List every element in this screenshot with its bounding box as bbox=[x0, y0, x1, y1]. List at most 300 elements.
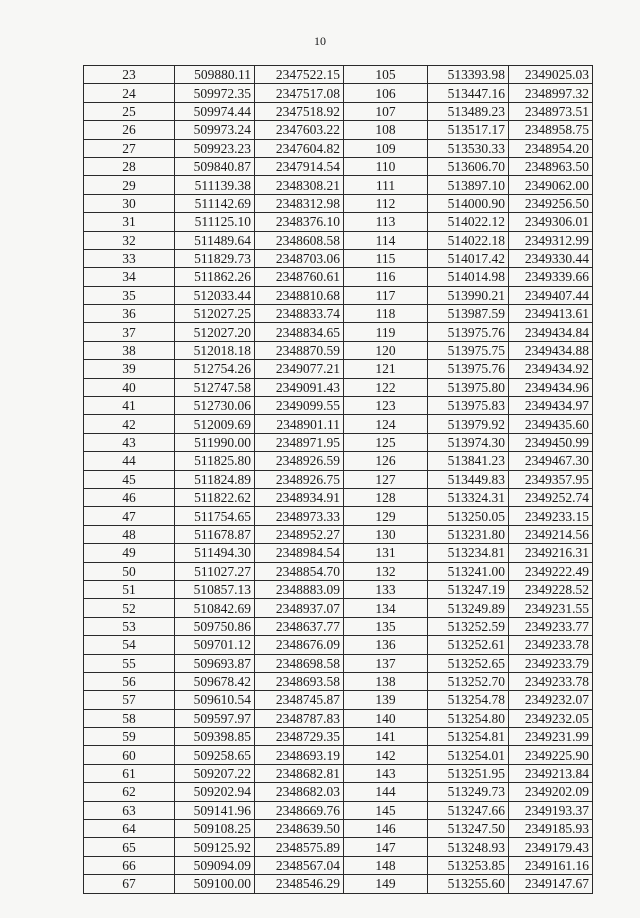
cell-y-coordinate: 2349252.74 bbox=[509, 488, 593, 506]
cell-x-coordinate: 513248.93 bbox=[428, 838, 509, 856]
cell-point-id: 45 bbox=[84, 470, 175, 488]
cell-x-coordinate: 512747.58 bbox=[175, 378, 255, 396]
cell-x-coordinate: 513231.80 bbox=[428, 525, 509, 543]
table-row bbox=[84, 672, 593, 690]
cell-y-coordinate: 2347517.08 bbox=[255, 84, 344, 102]
cell-y-coordinate: 2348703.06 bbox=[255, 249, 344, 267]
cell-point-id: 24 bbox=[84, 84, 175, 102]
cell-x-coordinate: 512033.44 bbox=[175, 286, 255, 304]
table-row bbox=[84, 728, 593, 746]
page-number: 10 bbox=[314, 34, 326, 48]
cell-y-coordinate: 2348669.76 bbox=[255, 801, 344, 819]
cell-point-id: 39 bbox=[84, 360, 175, 378]
cell-y-coordinate: 2348854.70 bbox=[255, 562, 344, 580]
cell-x-coordinate: 511027.27 bbox=[175, 562, 255, 580]
cell-x-coordinate: 512730.06 bbox=[175, 397, 255, 415]
cell-x-coordinate: 513975.75 bbox=[428, 341, 509, 359]
coordinate-table-body bbox=[84, 66, 593, 894]
table-row bbox=[84, 599, 593, 617]
cell-point-id: 29 bbox=[84, 176, 175, 194]
cell-point-id: 34 bbox=[84, 268, 175, 286]
cell-y-coordinate: 2348639.50 bbox=[255, 820, 344, 838]
table-row bbox=[84, 286, 593, 304]
table-row bbox=[84, 856, 593, 874]
cell-x-coordinate: 509701.12 bbox=[175, 636, 255, 654]
cell-y-coordinate: 2349232.07 bbox=[509, 691, 593, 709]
cell-y-coordinate: 2349185.93 bbox=[509, 820, 593, 838]
cell-y-coordinate: 2349256.50 bbox=[509, 194, 593, 212]
cell-y-coordinate: 2349407.44 bbox=[509, 286, 593, 304]
cell-y-coordinate: 2348745.87 bbox=[255, 691, 344, 709]
cell-x-coordinate: 513990.21 bbox=[428, 286, 509, 304]
cell-point-id: 23 bbox=[84, 66, 175, 84]
cell-point-id: 42 bbox=[84, 415, 175, 433]
table-row bbox=[84, 470, 593, 488]
table-row bbox=[84, 617, 593, 635]
cell-y-coordinate: 2348729.35 bbox=[255, 728, 344, 746]
cell-point-id: 121 bbox=[344, 360, 428, 378]
coordinate-table bbox=[83, 65, 593, 894]
cell-point-id: 31 bbox=[84, 213, 175, 231]
cell-point-id: 105 bbox=[344, 66, 428, 84]
table-row bbox=[84, 746, 593, 764]
cell-x-coordinate: 511990.00 bbox=[175, 433, 255, 451]
cell-point-id: 33 bbox=[84, 249, 175, 267]
cell-point-id: 40 bbox=[84, 378, 175, 396]
cell-point-id: 116 bbox=[344, 268, 428, 286]
cell-x-coordinate: 513975.80 bbox=[428, 378, 509, 396]
cell-y-coordinate: 2348973.51 bbox=[509, 102, 593, 120]
table-row bbox=[84, 544, 593, 562]
cell-x-coordinate: 513447.16 bbox=[428, 84, 509, 102]
cell-y-coordinate: 2349434.97 bbox=[509, 397, 593, 415]
cell-x-coordinate: 509207.22 bbox=[175, 764, 255, 782]
cell-point-id: 122 bbox=[344, 378, 428, 396]
cell-y-coordinate: 2348787.83 bbox=[255, 709, 344, 727]
cell-y-coordinate: 2348937.07 bbox=[255, 599, 344, 617]
cell-point-id: 46 bbox=[84, 488, 175, 506]
table-row bbox=[84, 84, 593, 102]
cell-point-id: 141 bbox=[344, 728, 428, 746]
table-row bbox=[84, 433, 593, 451]
cell-y-coordinate: 2348971.95 bbox=[255, 433, 344, 451]
cell-point-id: 52 bbox=[84, 599, 175, 617]
cell-y-coordinate: 2349216.31 bbox=[509, 544, 593, 562]
cell-x-coordinate: 511825.80 bbox=[175, 452, 255, 470]
cell-x-coordinate: 511754.65 bbox=[175, 507, 255, 525]
cell-point-id: 127 bbox=[344, 470, 428, 488]
cell-y-coordinate: 2348312.98 bbox=[255, 194, 344, 212]
cell-point-id: 128 bbox=[344, 488, 428, 506]
table-row bbox=[84, 562, 593, 580]
cell-point-id: 138 bbox=[344, 672, 428, 690]
cell-x-coordinate: 511824.89 bbox=[175, 470, 255, 488]
cell-x-coordinate: 513252.70 bbox=[428, 672, 509, 690]
cell-y-coordinate: 2348934.91 bbox=[255, 488, 344, 506]
table-row bbox=[84, 139, 593, 157]
cell-x-coordinate: 509398.85 bbox=[175, 728, 255, 746]
cell-x-coordinate: 509750.86 bbox=[175, 617, 255, 635]
cell-x-coordinate: 513252.65 bbox=[428, 654, 509, 672]
cell-x-coordinate: 513247.50 bbox=[428, 820, 509, 838]
table-row bbox=[84, 654, 593, 672]
cell-x-coordinate: 509258.65 bbox=[175, 746, 255, 764]
cell-point-id: 125 bbox=[344, 433, 428, 451]
cell-x-coordinate: 512009.69 bbox=[175, 415, 255, 433]
cell-point-id: 130 bbox=[344, 525, 428, 543]
cell-y-coordinate: 2349077.21 bbox=[255, 360, 344, 378]
cell-x-coordinate: 511139.38 bbox=[175, 176, 255, 194]
cell-y-coordinate: 2349435.60 bbox=[509, 415, 593, 433]
cell-point-id: 64 bbox=[84, 820, 175, 838]
cell-point-id: 25 bbox=[84, 102, 175, 120]
cell-y-coordinate: 2348567.04 bbox=[255, 856, 344, 874]
cell-point-id: 114 bbox=[344, 231, 428, 249]
cell-y-coordinate: 2349450.99 bbox=[509, 433, 593, 451]
cell-point-id: 135 bbox=[344, 617, 428, 635]
cell-x-coordinate: 510842.69 bbox=[175, 599, 255, 617]
cell-x-coordinate: 513841.23 bbox=[428, 452, 509, 470]
cell-y-coordinate: 2349179.43 bbox=[509, 838, 593, 856]
cell-y-coordinate: 2349091.43 bbox=[255, 378, 344, 396]
cell-y-coordinate: 2347603.22 bbox=[255, 121, 344, 139]
cell-point-id: 124 bbox=[344, 415, 428, 433]
cell-y-coordinate: 2348682.03 bbox=[255, 783, 344, 801]
cell-y-coordinate: 2349147.67 bbox=[509, 875, 593, 893]
table-row bbox=[84, 691, 593, 709]
cell-point-id: 106 bbox=[344, 84, 428, 102]
cell-x-coordinate: 510857.13 bbox=[175, 580, 255, 598]
table-row bbox=[84, 249, 593, 267]
cell-x-coordinate: 509972.35 bbox=[175, 84, 255, 102]
cell-point-id: 43 bbox=[84, 433, 175, 451]
cell-point-id: 133 bbox=[344, 580, 428, 598]
cell-x-coordinate: 513489.23 bbox=[428, 102, 509, 120]
cell-x-coordinate: 513254.80 bbox=[428, 709, 509, 727]
cell-x-coordinate: 509125.92 bbox=[175, 838, 255, 856]
cell-y-coordinate: 2349161.16 bbox=[509, 856, 593, 874]
cell-point-id: 111 bbox=[344, 176, 428, 194]
cell-y-coordinate: 2348973.33 bbox=[255, 507, 344, 525]
cell-point-id: 107 bbox=[344, 102, 428, 120]
cell-point-id: 30 bbox=[84, 194, 175, 212]
cell-x-coordinate: 509141.96 bbox=[175, 801, 255, 819]
cell-point-id: 134 bbox=[344, 599, 428, 617]
cell-y-coordinate: 2349357.95 bbox=[509, 470, 593, 488]
cell-x-coordinate: 513247.19 bbox=[428, 580, 509, 598]
cell-y-coordinate: 2349232.05 bbox=[509, 709, 593, 727]
table-row bbox=[84, 452, 593, 470]
cell-point-id: 132 bbox=[344, 562, 428, 580]
cell-y-coordinate: 2349214.56 bbox=[509, 525, 593, 543]
cell-y-coordinate: 2348997.32 bbox=[509, 84, 593, 102]
cell-x-coordinate: 513252.61 bbox=[428, 636, 509, 654]
cell-x-coordinate: 513254.81 bbox=[428, 728, 509, 746]
cell-point-id: 109 bbox=[344, 139, 428, 157]
cell-y-coordinate: 2349306.01 bbox=[509, 213, 593, 231]
cell-y-coordinate: 2348870.59 bbox=[255, 341, 344, 359]
cell-point-id: 61 bbox=[84, 764, 175, 782]
cell-point-id: 36 bbox=[84, 305, 175, 323]
table-row bbox=[84, 341, 593, 359]
cell-x-coordinate: 511862.26 bbox=[175, 268, 255, 286]
cell-point-id: 131 bbox=[344, 544, 428, 562]
cell-x-coordinate: 509923.23 bbox=[175, 139, 255, 157]
cell-point-id: 58 bbox=[84, 709, 175, 727]
table-row bbox=[84, 838, 593, 856]
table-row bbox=[84, 820, 593, 838]
cell-x-coordinate: 513975.76 bbox=[428, 360, 509, 378]
cell-y-coordinate: 2348810.68 bbox=[255, 286, 344, 304]
cell-point-id: 59 bbox=[84, 728, 175, 746]
table-row bbox=[84, 507, 593, 525]
cell-y-coordinate: 2348926.59 bbox=[255, 452, 344, 470]
cell-y-coordinate: 2349233.78 bbox=[509, 672, 593, 690]
cell-point-id: 41 bbox=[84, 397, 175, 415]
table-row bbox=[84, 157, 593, 175]
cell-point-id: 126 bbox=[344, 452, 428, 470]
cell-x-coordinate: 513251.95 bbox=[428, 764, 509, 782]
table-row bbox=[84, 176, 593, 194]
table-row bbox=[84, 709, 593, 727]
cell-point-id: 57 bbox=[84, 691, 175, 709]
cell-y-coordinate: 2349225.90 bbox=[509, 746, 593, 764]
cell-point-id: 67 bbox=[84, 875, 175, 893]
cell-y-coordinate: 2348883.09 bbox=[255, 580, 344, 598]
cell-x-coordinate: 512027.25 bbox=[175, 305, 255, 323]
cell-point-id: 38 bbox=[84, 341, 175, 359]
cell-y-coordinate: 2348954.20 bbox=[509, 139, 593, 157]
cell-point-id: 119 bbox=[344, 323, 428, 341]
table-row bbox=[84, 397, 593, 415]
table-row bbox=[84, 636, 593, 654]
cell-point-id: 147 bbox=[344, 838, 428, 856]
cell-x-coordinate: 513247.66 bbox=[428, 801, 509, 819]
cell-x-coordinate: 513241.00 bbox=[428, 562, 509, 580]
cell-x-coordinate: 514022.12 bbox=[428, 213, 509, 231]
cell-y-coordinate: 2349233.77 bbox=[509, 617, 593, 635]
cell-point-id: 140 bbox=[344, 709, 428, 727]
cell-y-coordinate: 2348637.77 bbox=[255, 617, 344, 635]
table-row bbox=[84, 801, 593, 819]
cell-point-id: 149 bbox=[344, 875, 428, 893]
cell-x-coordinate: 511125.10 bbox=[175, 213, 255, 231]
cell-x-coordinate: 513255.60 bbox=[428, 875, 509, 893]
cell-point-id: 53 bbox=[84, 617, 175, 635]
cell-y-coordinate: 2348693.19 bbox=[255, 746, 344, 764]
cell-x-coordinate: 513250.05 bbox=[428, 507, 509, 525]
cell-y-coordinate: 2348575.89 bbox=[255, 838, 344, 856]
cell-x-coordinate: 509100.00 bbox=[175, 875, 255, 893]
cell-x-coordinate: 513975.76 bbox=[428, 323, 509, 341]
cell-y-coordinate: 2349233.79 bbox=[509, 654, 593, 672]
cell-x-coordinate: 511678.87 bbox=[175, 525, 255, 543]
cell-y-coordinate: 2348963.50 bbox=[509, 157, 593, 175]
cell-point-id: 50 bbox=[84, 562, 175, 580]
cell-x-coordinate: 511822.62 bbox=[175, 488, 255, 506]
cell-point-id: 110 bbox=[344, 157, 428, 175]
cell-y-coordinate: 2349222.49 bbox=[509, 562, 593, 580]
cell-x-coordinate: 511829.73 bbox=[175, 249, 255, 267]
table-row bbox=[84, 764, 593, 782]
cell-y-coordinate: 2348682.81 bbox=[255, 764, 344, 782]
cell-y-coordinate: 2349434.96 bbox=[509, 378, 593, 396]
cell-y-coordinate: 2349193.37 bbox=[509, 801, 593, 819]
cell-y-coordinate: 2349231.55 bbox=[509, 599, 593, 617]
cell-y-coordinate: 2348546.29 bbox=[255, 875, 344, 893]
cell-y-coordinate: 2348760.61 bbox=[255, 268, 344, 286]
cell-y-coordinate: 2349231.99 bbox=[509, 728, 593, 746]
table-row bbox=[84, 121, 593, 139]
cell-x-coordinate: 513606.70 bbox=[428, 157, 509, 175]
cell-y-coordinate: 2349233.78 bbox=[509, 636, 593, 654]
cell-y-coordinate: 2348926.75 bbox=[255, 470, 344, 488]
cell-y-coordinate: 2348834.65 bbox=[255, 323, 344, 341]
cell-point-id: 145 bbox=[344, 801, 428, 819]
cell-x-coordinate: 513254.78 bbox=[428, 691, 509, 709]
cell-x-coordinate: 513252.59 bbox=[428, 617, 509, 635]
cell-y-coordinate: 2349202.09 bbox=[509, 783, 593, 801]
cell-point-id: 37 bbox=[84, 323, 175, 341]
table-row bbox=[84, 323, 593, 341]
cell-point-id: 139 bbox=[344, 691, 428, 709]
table-row bbox=[84, 378, 593, 396]
table-row bbox=[84, 525, 593, 543]
table-row bbox=[84, 360, 593, 378]
cell-x-coordinate: 513975.83 bbox=[428, 397, 509, 415]
cell-point-id: 112 bbox=[344, 194, 428, 212]
cell-y-coordinate: 2348308.21 bbox=[255, 176, 344, 194]
cell-y-coordinate: 2349413.61 bbox=[509, 305, 593, 323]
cell-y-coordinate: 2347522.15 bbox=[255, 66, 344, 84]
cell-y-coordinate: 2349213.84 bbox=[509, 764, 593, 782]
cell-point-id: 118 bbox=[344, 305, 428, 323]
cell-x-coordinate: 509693.87 bbox=[175, 654, 255, 672]
cell-y-coordinate: 2349339.66 bbox=[509, 268, 593, 286]
cell-y-coordinate: 2348984.54 bbox=[255, 544, 344, 562]
cell-y-coordinate: 2349434.84 bbox=[509, 323, 593, 341]
table-row bbox=[84, 305, 593, 323]
cell-point-id: 51 bbox=[84, 580, 175, 598]
cell-x-coordinate: 514014.98 bbox=[428, 268, 509, 286]
cell-point-id: 48 bbox=[84, 525, 175, 543]
cell-x-coordinate: 509108.25 bbox=[175, 820, 255, 838]
cell-x-coordinate: 513249.89 bbox=[428, 599, 509, 617]
table-row bbox=[84, 268, 593, 286]
cell-y-coordinate: 2348698.58 bbox=[255, 654, 344, 672]
cell-x-coordinate: 509610.54 bbox=[175, 691, 255, 709]
cell-x-coordinate: 514017.42 bbox=[428, 249, 509, 267]
cell-point-id: 60 bbox=[84, 746, 175, 764]
table-row bbox=[84, 580, 593, 598]
cell-point-id: 117 bbox=[344, 286, 428, 304]
cell-point-id: 27 bbox=[84, 139, 175, 157]
cell-x-coordinate: 513253.85 bbox=[428, 856, 509, 874]
cell-point-id: 136 bbox=[344, 636, 428, 654]
cell-x-coordinate: 513249.73 bbox=[428, 783, 509, 801]
cell-x-coordinate: 509974.44 bbox=[175, 102, 255, 120]
cell-point-id: 66 bbox=[84, 856, 175, 874]
cell-x-coordinate: 513979.92 bbox=[428, 415, 509, 433]
cell-x-coordinate: 509973.24 bbox=[175, 121, 255, 139]
cell-y-coordinate: 2349330.44 bbox=[509, 249, 593, 267]
cell-y-coordinate: 2349467.30 bbox=[509, 452, 593, 470]
cell-point-id: 55 bbox=[84, 654, 175, 672]
cell-point-id: 143 bbox=[344, 764, 428, 782]
table-row bbox=[84, 875, 593, 893]
cell-point-id: 32 bbox=[84, 231, 175, 249]
cell-point-id: 49 bbox=[84, 544, 175, 562]
cell-y-coordinate: 2349434.92 bbox=[509, 360, 593, 378]
cell-point-id: 137 bbox=[344, 654, 428, 672]
cell-point-id: 56 bbox=[84, 672, 175, 690]
cell-y-coordinate: 2349228.52 bbox=[509, 580, 593, 598]
cell-x-coordinate: 509840.87 bbox=[175, 157, 255, 175]
cell-x-coordinate: 511494.30 bbox=[175, 544, 255, 562]
cell-point-id: 123 bbox=[344, 397, 428, 415]
cell-y-coordinate: 2349025.03 bbox=[509, 66, 593, 84]
cell-point-id: 62 bbox=[84, 783, 175, 801]
cell-x-coordinate: 509597.97 bbox=[175, 709, 255, 727]
cell-y-coordinate: 2349434.88 bbox=[509, 341, 593, 359]
cell-point-id: 148 bbox=[344, 856, 428, 874]
cell-x-coordinate: 512027.20 bbox=[175, 323, 255, 341]
cell-x-coordinate: 509202.94 bbox=[175, 783, 255, 801]
cell-y-coordinate: 2348833.74 bbox=[255, 305, 344, 323]
table-row bbox=[84, 231, 593, 249]
cell-x-coordinate: 509678.42 bbox=[175, 672, 255, 690]
cell-point-id: 120 bbox=[344, 341, 428, 359]
cell-y-coordinate: 2348901.11 bbox=[255, 415, 344, 433]
cell-y-coordinate: 2348952.27 bbox=[255, 525, 344, 543]
cell-y-coordinate: 2348376.10 bbox=[255, 213, 344, 231]
cell-point-id: 108 bbox=[344, 121, 428, 139]
cell-y-coordinate: 2347604.82 bbox=[255, 139, 344, 157]
cell-point-id: 44 bbox=[84, 452, 175, 470]
cell-x-coordinate: 513987.59 bbox=[428, 305, 509, 323]
cell-point-id: 47 bbox=[84, 507, 175, 525]
cell-point-id: 35 bbox=[84, 286, 175, 304]
cell-y-coordinate: 2347518.92 bbox=[255, 102, 344, 120]
cell-x-coordinate: 513449.83 bbox=[428, 470, 509, 488]
cell-y-coordinate: 2348676.09 bbox=[255, 636, 344, 654]
cell-y-coordinate: 2349312.99 bbox=[509, 231, 593, 249]
table-row bbox=[84, 213, 593, 231]
cell-point-id: 142 bbox=[344, 746, 428, 764]
cell-point-id: 54 bbox=[84, 636, 175, 654]
cell-x-coordinate: 509094.09 bbox=[175, 856, 255, 874]
cell-y-coordinate: 2348608.58 bbox=[255, 231, 344, 249]
cell-x-coordinate: 512018.18 bbox=[175, 341, 255, 359]
table-row bbox=[84, 783, 593, 801]
cell-x-coordinate: 513254.01 bbox=[428, 746, 509, 764]
cell-point-id: 26 bbox=[84, 121, 175, 139]
table-row bbox=[84, 66, 593, 84]
table-row bbox=[84, 488, 593, 506]
cell-x-coordinate: 509880.11 bbox=[175, 66, 255, 84]
cell-x-coordinate: 511489.64 bbox=[175, 231, 255, 249]
cell-point-id: 113 bbox=[344, 213, 428, 231]
cell-y-coordinate: 2347914.54 bbox=[255, 157, 344, 175]
table-row bbox=[84, 194, 593, 212]
cell-point-id: 63 bbox=[84, 801, 175, 819]
cell-x-coordinate: 513530.33 bbox=[428, 139, 509, 157]
cell-x-coordinate: 513393.98 bbox=[428, 66, 509, 84]
cell-x-coordinate: 514022.18 bbox=[428, 231, 509, 249]
table-row bbox=[84, 415, 593, 433]
cell-point-id: 146 bbox=[344, 820, 428, 838]
cell-x-coordinate: 513517.17 bbox=[428, 121, 509, 139]
